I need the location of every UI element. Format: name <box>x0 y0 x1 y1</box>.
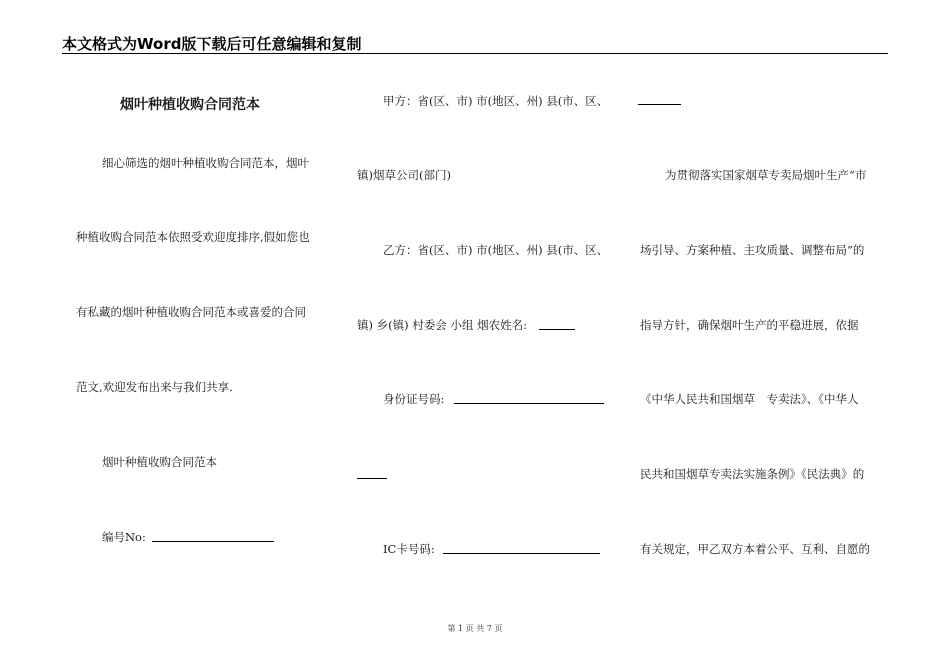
header-rule <box>62 53 888 54</box>
party-b-line-2: 镇) 乡(镇) 村委会 小组 烟农姓名: <box>357 318 527 332</box>
body-line-6: 有关规定，甲乙双方本着公平、互利、自愿的 <box>640 542 870 556</box>
contract-subtitle: 烟叶种植收购合同范本 <box>102 455 217 469</box>
id-number-label: 身份证号码: <box>383 392 445 406</box>
body-line-1: 为贯彻落实国家烟草专卖局烟叶生产“市 <box>665 168 867 182</box>
party-a-line-2: 镇)烟草公司(部门) <box>357 168 451 182</box>
id-number-blank <box>454 403 604 404</box>
ic-card-blank <box>443 553 600 554</box>
intro-line-1: 细心筛选的烟叶种植收购合同范本，烟叶 <box>102 156 309 170</box>
party-a-line-1: 甲方：省(区、市) 市(地区、州) 县(市、区、 <box>383 94 609 108</box>
body-line-5: 民共和国烟草专卖法实施条例》《民法典》的 <box>640 467 865 481</box>
document-title: 烟叶种植收购合同范本 <box>120 97 260 113</box>
header-title: 本文格式为Word版下载后可任意编辑和复制 <box>62 35 362 53</box>
body-line-2: 场引导、方案种植、主攻质量、调整布局”的 <box>640 243 865 257</box>
ic-card-label: IC卡号码: <box>383 542 435 556</box>
intro-line-4: 范文,欢迎发布出来与我们共享. <box>76 380 233 394</box>
party-a-blank <box>638 104 681 105</box>
page-number: 第 1 页 共 7 页 <box>447 624 503 633</box>
contract-number-label: 编号No: <box>102 530 146 544</box>
farmer-name-blank <box>539 329 575 330</box>
id-number-blank-continued <box>357 478 387 479</box>
contract-number-blank <box>152 541 274 542</box>
intro-line-2: 种植收购合同范本依照受欢迎度排序,假如您也 <box>76 230 310 244</box>
body-line-4: 《中华人民共和国烟草 专卖法》、《中华人 <box>640 392 859 406</box>
body-line-3: 指导方针，确保烟叶生产的平稳进展，依据 <box>640 318 859 332</box>
party-b-line-1: 乙方：省(区、市) 市(地区、州) 县(市、区、 <box>383 243 609 257</box>
intro-line-3: 有私藏的烟叶种植收购合同范本或喜爱的合同 <box>76 305 306 319</box>
